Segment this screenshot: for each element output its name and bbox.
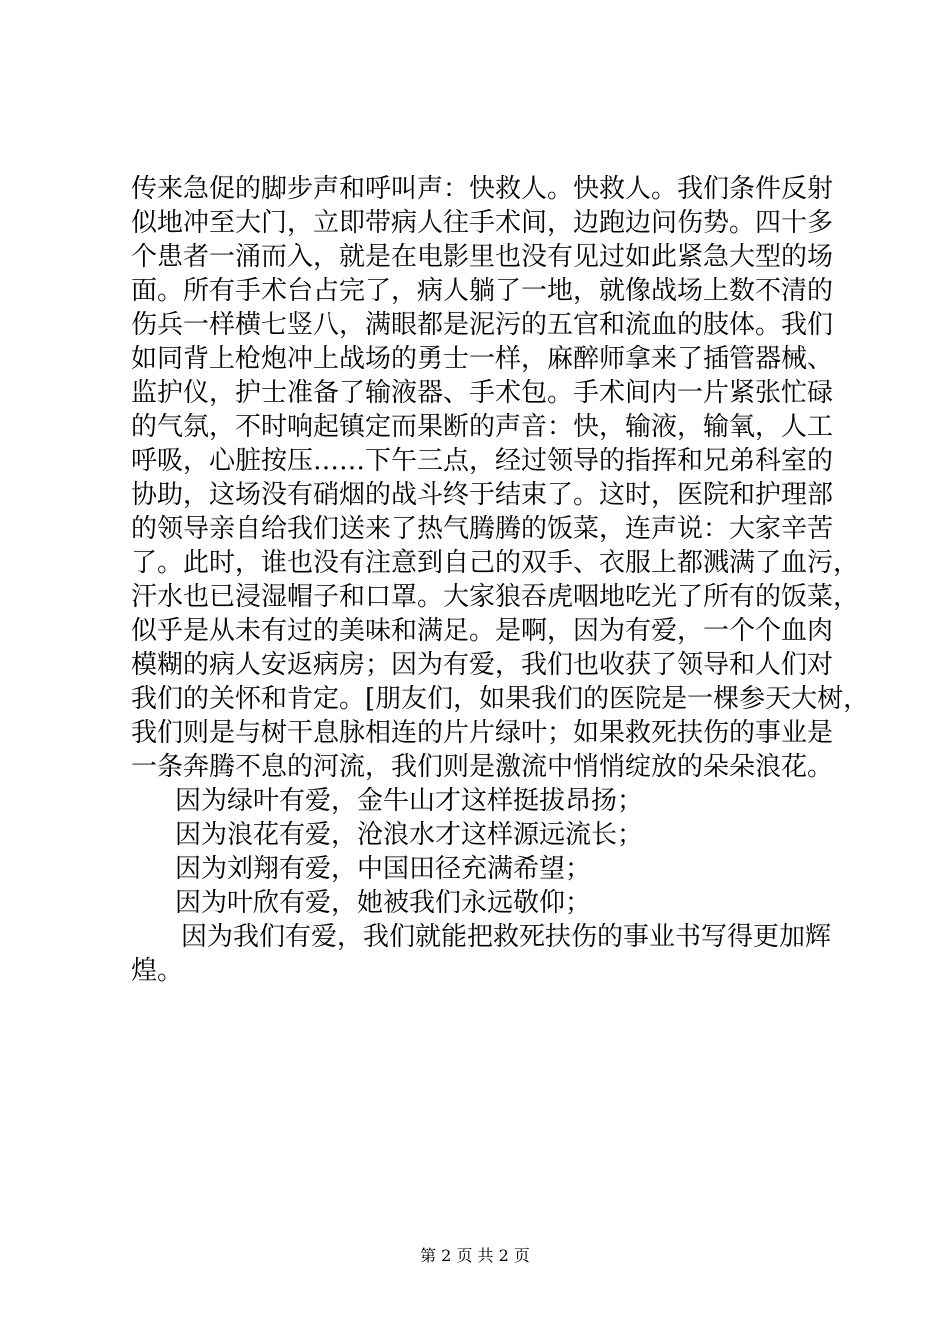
body-line: 伤兵一样横七竖八，满眼都是泥污的五官和流血的肢体。我们	[131, 310, 834, 340]
closing-line: 因为我们有爱，我们就能把救死扶伤的事业书写得更加辉	[181, 922, 832, 952]
verse-line: 因为叶欣有爱，她被我们永远敬仰；	[175, 888, 592, 918]
verse-line: 因为绿叶有爱，金牛山才这样挺拔昂扬；	[175, 786, 644, 816]
body-line: 我们则是与树干息脉相连的片片绿叶；如果救死扶伤的事业是	[131, 718, 834, 748]
body-line: 汗水也已浸湿帽子和口罩。大家狼吞虎咽地吃光了所有的饭菜，	[131, 582, 860, 612]
body-line: 模糊的病人安返病房；因为有爱，我们也收获了领导和人们对	[131, 650, 834, 680]
closing-line: 煌。	[131, 956, 184, 986]
verse-line: 因为浪花有爱，沧浪水才这样源远流长；	[175, 820, 644, 850]
page-number-footer: 第 2 页 共 2 页	[420, 1246, 530, 1265]
body-line: 似地冲至大门，立即带病人往手术间，边跑边问伤势。四十多	[131, 208, 834, 238]
verse-line: 因为刘翔有爱，中国田径充满希望；	[175, 854, 592, 884]
body-line: 的气氛，不时响起镇定而果断的声音：快，输液，输氧，人工	[131, 412, 834, 442]
body-line: 的领导亲自给我们送来了热气腾腾的饭菜，连声说：大家辛苦	[131, 514, 834, 544]
body-line: 协助，这场没有硝烟的战斗终于结束了。这时，医院和护理部	[131, 480, 834, 510]
body-line: 我们的关怀和肯定。[朋友们，如果我们的医院是一棵参天大树，	[131, 684, 870, 714]
body-line: 监护仪，护士准备了输液器、手术包。手术间内一片紧张忙碌	[131, 378, 834, 408]
document-body	[131, 172, 870, 988]
body-line: 一条奔腾不息的河流，我们则是激流中悄悄绽放的朵朵浪花。	[131, 752, 834, 782]
body-line: 了。此时，谁也没有注意到自己的双手、衣服上都溅满了血污，	[131, 548, 860, 578]
body-line: 面。所有手术台占完了，病人躺了一地，就像战场上数不清的	[131, 276, 834, 306]
body-line: 呼吸，心脏按压……下午三点，经过领导的指挥和兄弟科室的	[131, 446, 834, 476]
body-line: 个患者一涌而入，就是在电影里也没有见过如此紧急大型的场	[131, 242, 834, 272]
body-line: 似乎是从未有过的美味和满足。是啊，因为有爱，一个个血肉	[131, 616, 834, 646]
body-line: 传来急促的脚步声和呼叫声：快救人。快救人。我们条件反射	[131, 174, 834, 204]
body-line: 如同背上枪炮冲上战场的勇士一样，麻醉师拿来了插管器械、	[131, 344, 834, 374]
